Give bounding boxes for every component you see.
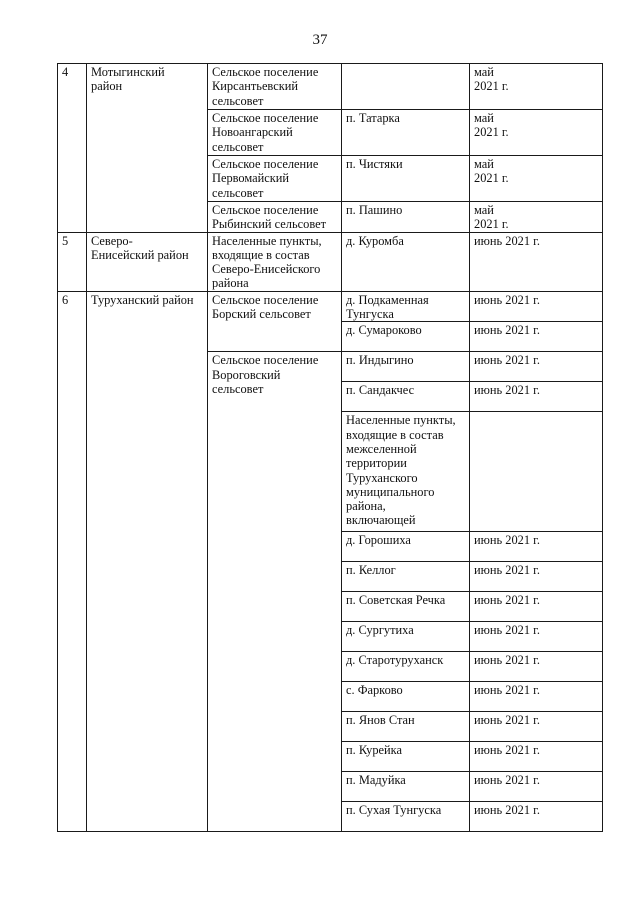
- date-cell: [470, 562, 603, 592]
- settlement-cell-text: Сельское поселение Борский сельсовет: [212, 292, 319, 322]
- page-number: 37: [312, 32, 328, 48]
- schedule-table-container: [57, 63, 603, 832]
- date-cell-text: июнь 2021 г.: [474, 773, 540, 788]
- date-cell-text: июнь 2021 г.: [474, 533, 540, 548]
- locality-cell: [342, 412, 470, 532]
- settlement-cell: [208, 64, 342, 110]
- date-cell: [470, 110, 603, 156]
- settlement-cell: [208, 352, 342, 832]
- district-cell-text: Мотыгинский район: [91, 65, 165, 94]
- date-cell-text: май 2021 г.: [474, 203, 509, 232]
- settlement-cell-text: Сельское поселение Вороговский сельсовет: [212, 353, 319, 396]
- locality-cell: [342, 562, 470, 592]
- settlement-cell-text: Сельское поселение Первомайский сельсовет: [212, 157, 319, 200]
- settlement-cell: [208, 202, 342, 233]
- locality-cell-text: п. Курейка: [346, 743, 403, 758]
- settlement-cell: [208, 232, 342, 291]
- date-cell: [470, 772, 603, 802]
- date-cell: [470, 592, 603, 622]
- locality-cell: [342, 382, 470, 412]
- date-cell: [470, 712, 603, 742]
- locality-cell-text: д. Старотуруханск: [346, 653, 444, 668]
- date-cell: [470, 532, 603, 562]
- locality-cell-text: д. Куромба: [346, 233, 404, 248]
- date-cell: [470, 802, 603, 832]
- row-number-cell-text: 4: [62, 65, 69, 79]
- locality-cell-text: п. Сандакчес: [346, 383, 415, 398]
- locality-cell-text: п. Келлог: [346, 563, 396, 578]
- date-cell-text: июнь 2021 г.: [474, 623, 540, 638]
- locality-cell: [342, 712, 470, 742]
- locality-cell: [342, 652, 470, 682]
- locality-cell-text: д. Подкаменная Тунгуска: [346, 292, 429, 322]
- locality-cell-text: п. Индыгино: [346, 353, 414, 368]
- date-cell-text: май 2021 г.: [474, 157, 509, 186]
- date-cell: [470, 622, 603, 652]
- table-body: [58, 64, 603, 832]
- date-cell-text: июнь 2021 г.: [474, 233, 540, 248]
- date-cell: [470, 291, 603, 322]
- date-cell-text: июнь 2021 г.: [474, 383, 540, 398]
- locality-cell: [342, 232, 470, 291]
- locality-cell-text: д. Сумароково: [346, 323, 422, 338]
- row-number-cell-text: 6: [62, 292, 69, 307]
- date-cell-text: июнь 2021 г.: [474, 292, 540, 307]
- locality-cell-text: п. Пашино: [346, 203, 403, 217]
- locality-cell-text: п. Янов Стан: [346, 713, 415, 728]
- locality-cell: [342, 156, 470, 202]
- date-cell-text: июнь 2021 г.: [474, 323, 540, 338]
- date-cell: [470, 682, 603, 712]
- district-cell: [87, 232, 208, 291]
- settlement-cell: [208, 156, 342, 202]
- locality-cell-text: д. Горошиха: [346, 533, 411, 548]
- date-cell-text: июнь 2021 г.: [474, 743, 540, 758]
- date-cell: [470, 232, 603, 291]
- table-row: [58, 64, 603, 110]
- locality-cell: [342, 110, 470, 156]
- row-number-cell: [58, 291, 87, 832]
- schedule-table: [57, 63, 603, 832]
- settlement-cell-text: Сельское поселение Кирсантьевский сельсовет: [212, 65, 319, 108]
- date-cell-text: май 2021 г.: [474, 65, 509, 94]
- district-cell: [87, 64, 208, 233]
- date-cell-text: июнь 2021 г.: [474, 713, 540, 728]
- locality-cell: [342, 64, 470, 110]
- locality-cell: [342, 622, 470, 652]
- date-cell: [470, 202, 603, 233]
- locality-cell: [342, 682, 470, 712]
- row-number-cell: [58, 64, 87, 233]
- date-cell: [470, 352, 603, 382]
- locality-cell: [342, 772, 470, 802]
- locality-cell-text: п. Татарка: [346, 111, 400, 125]
- locality-cell-text: д. Сургутиха: [346, 623, 414, 638]
- row-number-cell-text: 5: [62, 233, 69, 248]
- locality-cell: [342, 802, 470, 832]
- locality-cell: [342, 202, 470, 233]
- date-cell: [470, 742, 603, 772]
- date-cell: [470, 156, 603, 202]
- settlement-cell-text: Населенные пункты, входящие в состав Северо-Енисейского района: [212, 233, 322, 291]
- locality-cell: [342, 532, 470, 562]
- date-cell: [470, 652, 603, 682]
- locality-cell-text: п. Чистяки: [346, 157, 403, 171]
- locality-cell-text: п. Советская Речка: [346, 593, 446, 608]
- locality-cell-text: п. Сухая Тунгуска: [346, 803, 442, 818]
- settlement-cell-text: Сельское поселение Рыбинский сельсовет: [212, 203, 327, 232]
- locality-cell: [342, 592, 470, 622]
- date-cell-text: июнь 2021 г.: [474, 683, 540, 698]
- settlement-cell-text: Сельское поселение Новоангарский сельсовет: [212, 111, 319, 154]
- table-row: [58, 291, 603, 322]
- date-cell: [470, 382, 603, 412]
- date-cell-text: июнь 2021 г.: [474, 653, 540, 668]
- locality-cell: [342, 352, 470, 382]
- district-cell-text: Северо- Енисейский район: [91, 233, 189, 262]
- locality-cell: [342, 291, 470, 322]
- date-cell: [470, 322, 603, 352]
- locality-cell-text: п. Мадуйка: [346, 773, 406, 788]
- date-cell-text: июнь 2021 г.: [474, 353, 540, 368]
- district-cell-text: Туруханский район: [91, 292, 194, 307]
- locality-cell-text: с. Фарково: [346, 683, 403, 698]
- table-row: [58, 232, 603, 291]
- settlement-cell: [208, 291, 342, 352]
- row-number-cell: [58, 232, 87, 291]
- date-cell: [470, 412, 603, 532]
- date-cell-text: июнь 2021 г.: [474, 803, 540, 818]
- date-cell-text: июнь 2021 г.: [474, 563, 540, 578]
- settlement-cell: [208, 110, 342, 156]
- district-cell: [87, 291, 208, 832]
- date-cell-text: май 2021 г.: [474, 111, 509, 140]
- date-cell: [470, 64, 603, 110]
- locality-cell: [342, 742, 470, 772]
- date-cell-text: июнь 2021 г.: [474, 593, 540, 608]
- locality-cell-text: Населенные пункты, входящие в состав межселенной территории Туруханского муниципального района, включающей: [346, 413, 456, 528]
- locality-cell: [342, 322, 470, 352]
